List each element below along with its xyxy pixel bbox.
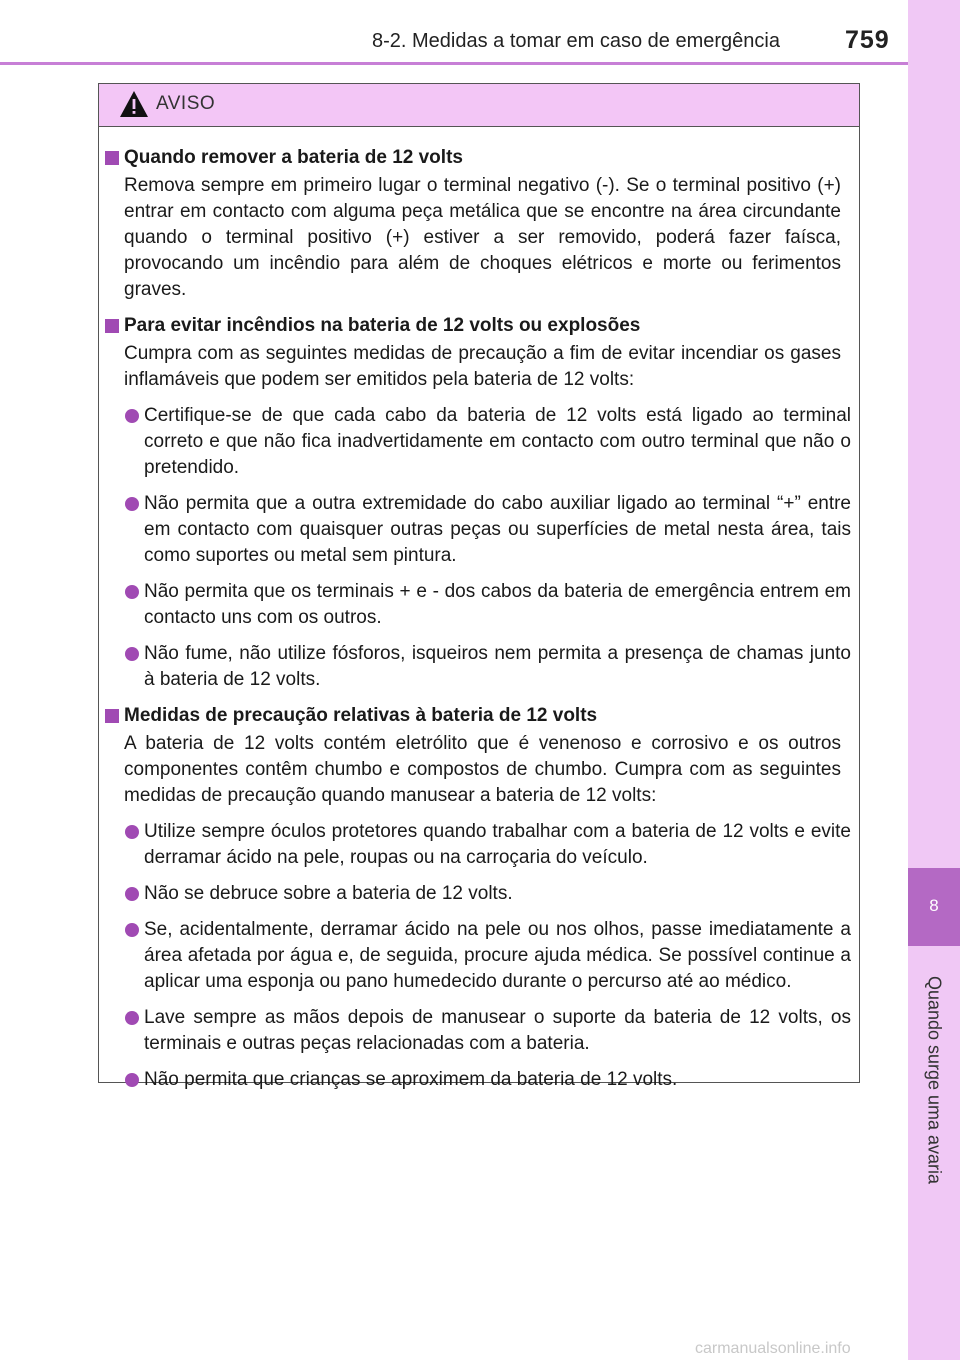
bullet-item: Não se debruce sobre a bateria de 12 volts.: [104, 881, 851, 907]
bullet-item: Lave sempre as mãos depois de manusear o suporte da bateria de 12 volts, os terminais e outras peças relacionadas com a bateria.: [104, 1005, 851, 1057]
warning-triangle-icon: [119, 90, 149, 118]
bullet-list: [104, 403, 851, 693]
chapter-number: 8: [929, 896, 939, 915]
warning-header: [99, 84, 859, 127]
section-heading: Para evitar incêndios na bateria de 12 volts ou explosões: [104, 313, 851, 339]
section-paragraph: Cumpra com as seguintes medidas de precaução a fim de evitar incendiar os gases inflamáveis que podem ser emitidos pela bateria de 12 volts:: [124, 343, 841, 390]
header-rule: [0, 62, 908, 65]
section-heading: Quando remover a bateria de 12 volts: [104, 145, 851, 171]
bullet-item: Se, acidentalmente, derramar ácido na pele ou nos olhos, passe imediatamente a área afetada por água e, de seguida, procure ajuda médica. Se possível continue a aplicar uma esponja ou pano humedecido durante o percurso até ao médico.: [104, 917, 851, 995]
bullet-item: Não permita que os terminais + e - dos cabos da bateria de emergência entrem em contacto uns com os outros.: [104, 579, 851, 631]
warning-content: [99, 127, 859, 1093]
warning-section: [104, 145, 851, 303]
bullet-item: Não fume, não utilize fósforos, isqueiros nem permita a presença de chamas junto à bateria de 12 volts.: [104, 641, 851, 693]
bullet-list: [104, 819, 851, 1093]
section-heading: Medidas de precaução relativas à bateria de 12 volts: [104, 703, 851, 729]
bullet-item: Não permita que crianças se aproximem da bateria de 12 volts.: [104, 1067, 851, 1093]
bullet-item: Utilize sempre óculos protetores quando trabalhar com a bateria de 12 volts e evite derramar ácido na pele, roupas ou na carroçaria do veículo.: [104, 819, 851, 871]
page-number: 759: [845, 26, 890, 54]
chapter-title: Quando surge uma avaria: [924, 975, 945, 1185]
bullet-item: Não permita que a outra extremidade do cabo auxiliar ligado ao terminal “+” entre em contacto com quaisquer outras peças ou superfícies de metal nesta área, tais como suportes ou metal sem pintura.: [104, 491, 851, 569]
bullet-item: Certifique-se de que cada cabo da bateria de 12 volts está ligado ao terminal correto e que não fica inadvertidamente em contacto com outro terminal que não o pretendido.: [104, 403, 851, 481]
watermark: carmanualsonline.info: [695, 1340, 851, 1357]
section-title: 8-2. Medidas a tomar em caso de emergência: [372, 30, 780, 52]
warning-label: AVISO: [156, 93, 216, 114]
section-paragraph: Remova sempre em primeiro lugar o terminal negativo (-). Se o terminal positivo (+) entrar em contacto com alguma peça metálica que se encontre na área circundante quando o terminal positivo (+) estiver a ser removido, poderá fazer faísca, provocando um incêndio para além de choques elétricos e morte ou ferimentos graves.: [124, 175, 841, 300]
warning-section: [104, 703, 851, 1093]
warning-section: [104, 313, 851, 693]
section-paragraph: A bateria de 12 volts contém eletrólito que é venenoso e corrosivo e os outros componentes contêm chumbo e compostos de chumbo. Cumpra com as seguintes medidas de precaução quando manusear a bateria de 12 volts:: [124, 733, 841, 806]
warning-box: [98, 83, 860, 1090]
